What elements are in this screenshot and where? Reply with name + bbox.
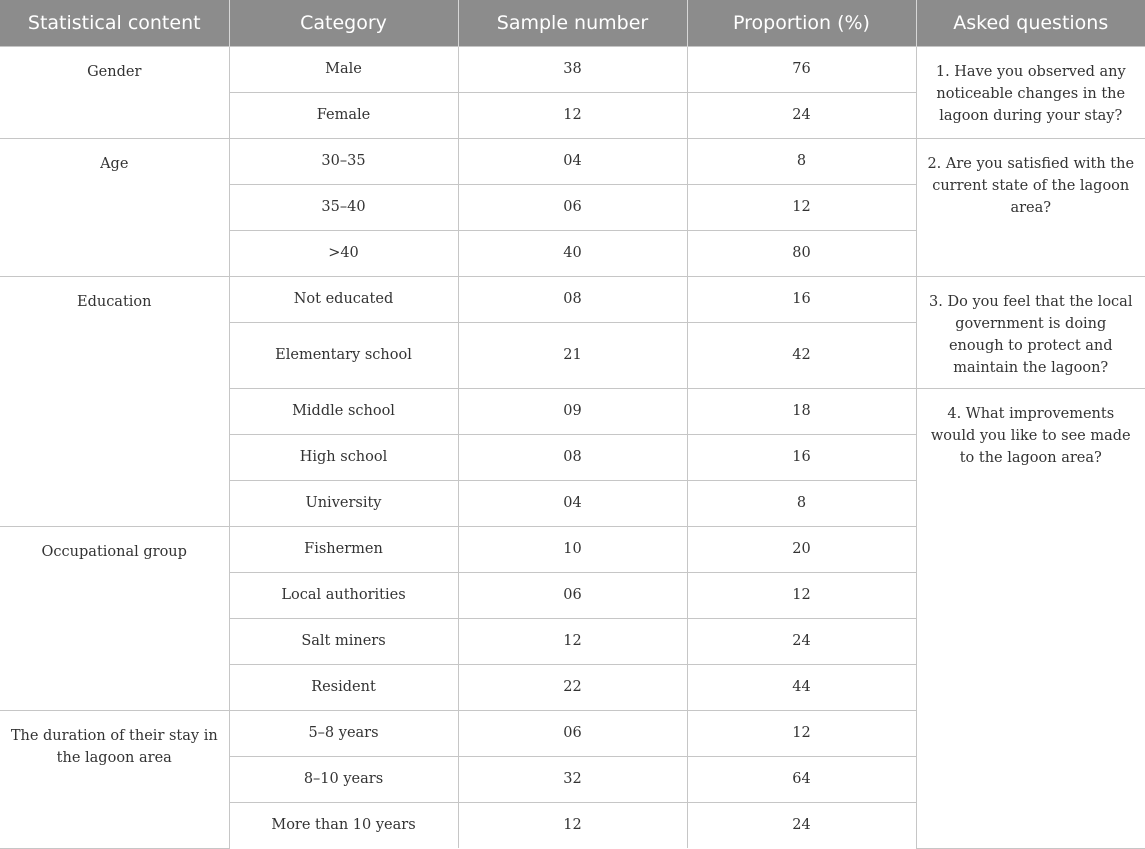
category-cell: Male [229, 46, 458, 92]
category-cell: 8–10 years [229, 756, 458, 802]
sample-cell: 10 [458, 526, 687, 572]
category-cell: Elementary school [229, 322, 458, 388]
category-cell: Resident [229, 664, 458, 710]
question-2: 2. Are you satisfied with the current state of the lagoon area? [916, 138, 1145, 276]
proportion-cell: 24 [687, 802, 916, 848]
sample-cell: 04 [458, 138, 687, 184]
category-cell: 5–8 years [229, 710, 458, 756]
table-header [0, 0, 1145, 46]
sample-cell: 06 [458, 572, 687, 618]
proportion-cell: 12 [687, 184, 916, 230]
sample-cell: 09 [458, 388, 687, 434]
question-3: 3. Do you feel that the local government is doing enough to protect and maintain the lagoon? [916, 276, 1145, 388]
proportion-cell: 44 [687, 664, 916, 710]
question-4: 4. What improvements would you like to see made to the lagoon area? [916, 388, 1145, 848]
category-cell: High school [229, 434, 458, 480]
table-body [0, 46, 1145, 848]
sample-cell: 06 [458, 710, 687, 756]
sample-cell: 12 [458, 802, 687, 848]
proportion-cell: 76 [687, 46, 916, 92]
category-cell: Salt miners [229, 618, 458, 664]
sample-cell: 21 [458, 322, 687, 388]
category-cell: More than 10 years [229, 802, 458, 848]
sample-cell: 22 [458, 664, 687, 710]
table-row [0, 276, 1145, 322]
group-occupational: Occupational group [0, 526, 229, 710]
header-sample-number: Sample number [458, 0, 687, 46]
proportion-cell: 16 [687, 434, 916, 480]
sample-cell: 04 [458, 480, 687, 526]
proportion-cell: 64 [687, 756, 916, 802]
sample-cell: 32 [458, 756, 687, 802]
category-cell: Female [229, 92, 458, 138]
category-cell: University [229, 480, 458, 526]
sample-cell: 08 [458, 276, 687, 322]
proportion-cell: 20 [687, 526, 916, 572]
table-row [0, 138, 1145, 184]
category-cell: Fishermen [229, 526, 458, 572]
question-1: 1. Have you observed any noticeable changes in the lagoon during your stay? [916, 46, 1145, 138]
proportion-cell: 24 [687, 618, 916, 664]
category-cell: >40 [229, 230, 458, 276]
group-duration: The duration of their stay in the lagoon area [0, 710, 229, 848]
sample-cell: 08 [458, 434, 687, 480]
proportion-cell: 42 [687, 322, 916, 388]
proportion-cell: 16 [687, 276, 916, 322]
category-cell: Local authorities [229, 572, 458, 618]
header-proportion: Proportion (%) [687, 0, 916, 46]
sample-cell: 12 [458, 92, 687, 138]
proportion-cell: 8 [687, 480, 916, 526]
table-row [0, 46, 1145, 92]
header-asked-questions: Asked questions [916, 0, 1145, 46]
group-education: Education [0, 276, 229, 526]
category-cell: Not educated [229, 276, 458, 322]
header-statistical-content: Statistical content [0, 0, 229, 46]
proportion-cell: 18 [687, 388, 916, 434]
proportion-cell: 12 [687, 572, 916, 618]
sample-cell: 40 [458, 230, 687, 276]
proportion-cell: 12 [687, 710, 916, 756]
proportion-cell: 8 [687, 138, 916, 184]
sample-cell: 06 [458, 184, 687, 230]
proportion-cell: 80 [687, 230, 916, 276]
category-cell: 30–35 [229, 138, 458, 184]
group-gender: Gender [0, 46, 229, 138]
sample-cell: 12 [458, 618, 687, 664]
category-cell: Middle school [229, 388, 458, 434]
header-category: Category [229, 0, 458, 46]
category-cell: 35–40 [229, 184, 458, 230]
proportion-cell: 24 [687, 92, 916, 138]
sample-cell: 38 [458, 46, 687, 92]
header-row [0, 0, 1145, 46]
group-age: Age [0, 138, 229, 276]
